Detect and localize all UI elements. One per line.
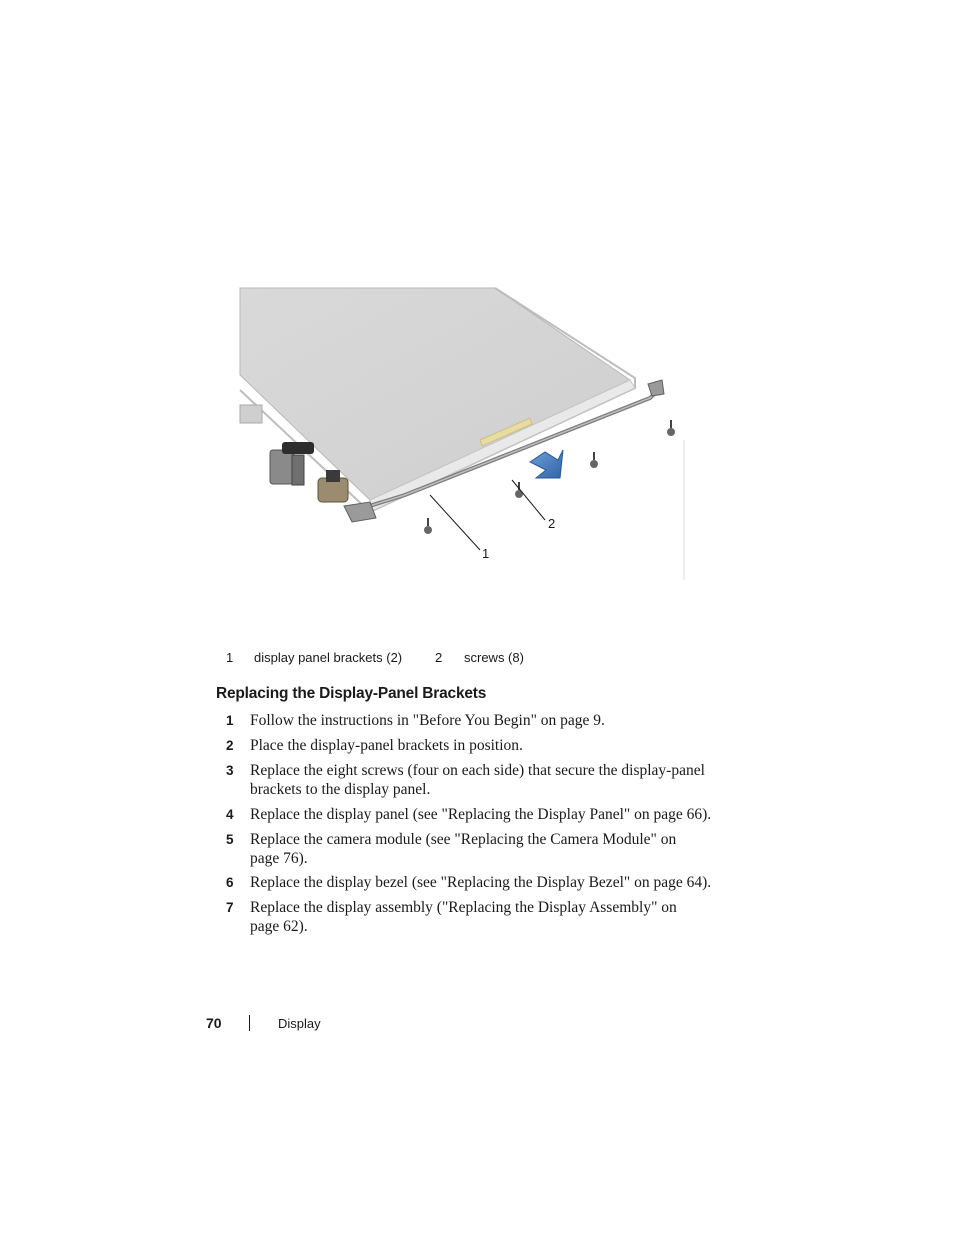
screw — [590, 452, 598, 468]
step-text: Follow the instructions in "Before You Begin" on page 9. — [250, 712, 605, 729]
step-text: Place the display-panel brackets in position. — [250, 737, 523, 754]
figure-legend — [0, 650, 954, 668]
screw — [667, 420, 675, 436]
step-text: Replace the display assembly ("Replacing the Display Assembly" on page 62). — [250, 899, 677, 935]
step-number: 5 — [226, 832, 234, 847]
page-footer — [0, 1014, 954, 1034]
step-number: 7 — [226, 900, 234, 915]
callout-line-2 — [512, 480, 545, 520]
callout-number-1: 1 — [482, 546, 490, 561]
step-text: Replace the display panel (see "Replacing the Display Panel" on page 66). — [250, 806, 712, 823]
step-number: 4 — [226, 807, 234, 822]
step-number: 1 — [226, 713, 234, 728]
screw — [424, 518, 432, 534]
legend-number-2: 2 — [435, 650, 443, 665]
panel-tab — [240, 405, 262, 423]
step-text: Replace the camera module (see "Replacing the Camera Module" on page 76). — [250, 831, 677, 867]
step-number: 6 — [226, 875, 234, 890]
direction-arrow-icon — [530, 450, 563, 478]
legend-label-1: display panel brackets (2) — [254, 650, 403, 665]
hinge-left — [270, 442, 314, 485]
illustration-svg — [230, 280, 700, 590]
footer-separator — [249, 1015, 250, 1031]
step-text: Replace the display bezel (see "Replacing the Display Bezel" on page 64). — [250, 874, 712, 891]
callout-line-1 — [430, 495, 480, 550]
callout-number-2: 2 — [548, 516, 556, 531]
step-number: 2 — [226, 738, 234, 753]
step-number: 3 — [226, 763, 234, 778]
legend-label-2: screws (8) — [464, 650, 524, 665]
footer-section-name: Display — [278, 1016, 321, 1031]
legend-number-1: 1 — [226, 650, 234, 665]
bracket-illustration — [230, 280, 700, 590]
step-text: Replace the eight screws (four on each side) that secure the display-panel brackets to the display panel. — [250, 762, 705, 798]
section-title: Replacing the Display-Panel Brackets — [216, 685, 487, 702]
page-number: 70 — [206, 1015, 222, 1031]
